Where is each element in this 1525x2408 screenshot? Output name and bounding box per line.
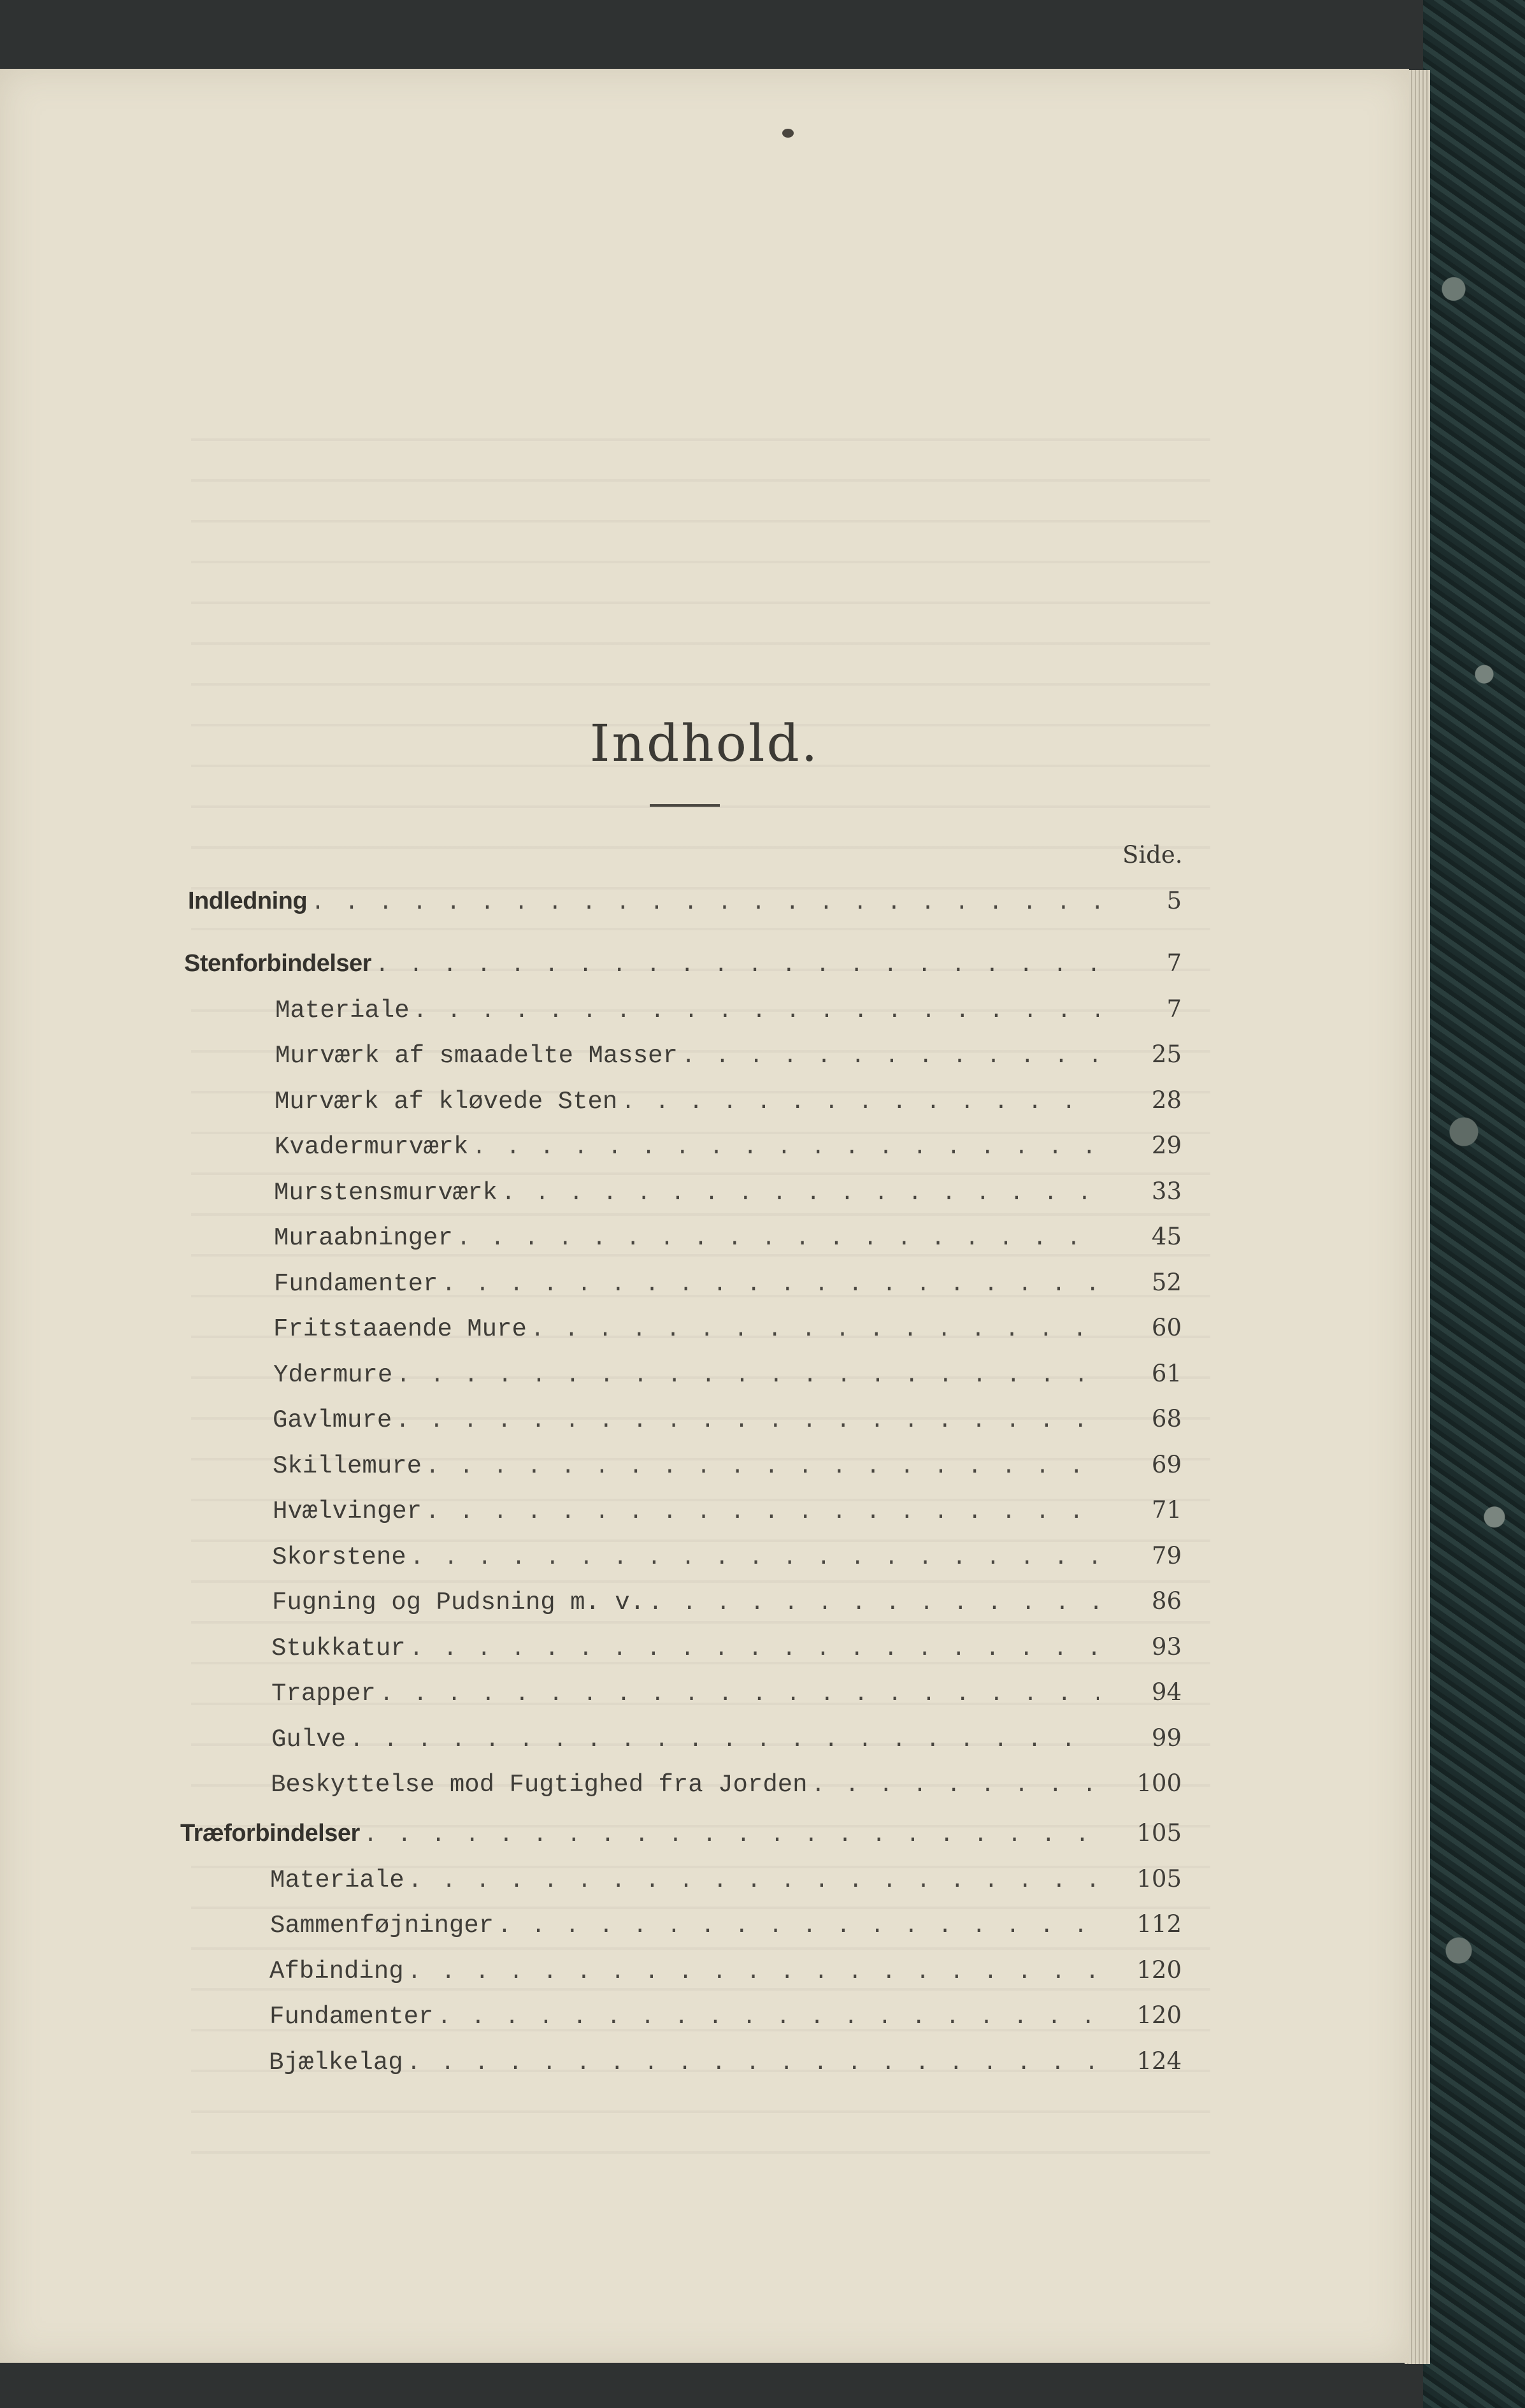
page-number: 105: [1136, 1819, 1182, 1847]
toc-entry: [271, 1770, 1182, 1806]
dot-leader: [375, 952, 1099, 978]
dot-leader: [396, 1408, 1099, 1434]
dot-leader: [426, 1453, 1099, 1480]
page-number: 120: [1136, 2001, 1182, 2029]
toc-entry: [273, 1405, 1182, 1442]
section-title: Indledning: [188, 888, 308, 914]
entry-title: Fundamenter: [274, 1269, 438, 1298]
dot-leader: [350, 1727, 1099, 1753]
toc-entry: [273, 1314, 1182, 1351]
entry-title: Ydermure: [273, 1360, 393, 1389]
dot-leader: [648, 1590, 1099, 1616]
entry-title: Materiale: [270, 1866, 405, 1894]
dot-leader: [472, 1134, 1099, 1160]
entry-title: Skillemure: [273, 1452, 422, 1480]
entry-title: Skorstene: [272, 1543, 406, 1571]
dot-leader: [531, 1316, 1099, 1343]
toc-entry: [271, 1633, 1182, 1670]
dot-leader: [426, 1499, 1099, 1525]
page-number: 60: [1151, 1314, 1182, 1341]
page-number: 29: [1151, 1132, 1182, 1159]
page-number: 124: [1136, 2047, 1182, 2075]
entry-title: Bjælkelag: [269, 2048, 403, 2077]
toc-section-2: [180, 1819, 1182, 1856]
dot-leader: [441, 1271, 1099, 1297]
entry-title: Materiale: [275, 996, 410, 1025]
page-number: 28: [1151, 1086, 1182, 1114]
toc-entry: [272, 1542, 1182, 1579]
toc-entry: [275, 995, 1182, 1032]
toc-entry: [269, 2001, 1182, 2038]
toc-entry: [271, 1678, 1182, 1715]
page-number: 52: [1151, 1268, 1182, 1296]
page-number: 5: [1166, 887, 1182, 914]
dot-leader: [498, 1913, 1099, 1939]
entry-title: Fugning og Pudsning m. v.: [272, 1589, 645, 1617]
page-number: 79: [1151, 1541, 1182, 1569]
page-number: 68: [1151, 1405, 1182, 1432]
dot-leader: [413, 998, 1099, 1024]
toc-entry: [273, 1496, 1182, 1533]
entry-title: Kvadermurværk: [275, 1133, 469, 1161]
entry-title: Fritstaaende Mure: [273, 1315, 527, 1343]
entry-title: Afbinding: [269, 1957, 404, 1986]
page-number: 71: [1151, 1496, 1182, 1524]
dot-leader: [408, 1868, 1099, 1894]
dot-leader: [410, 1636, 1099, 1662]
dot-leader: [407, 2050, 1099, 2076]
toc-entry: [270, 1910, 1182, 1947]
page-number: 69: [1151, 1450, 1182, 1478]
entry-title: Murværk af kløvede Sten: [275, 1087, 618, 1116]
toc-entry: [269, 1956, 1182, 1993]
page-number: 61: [1151, 1359, 1182, 1387]
toc-entry: [272, 1587, 1182, 1624]
toc-section-0: [188, 887, 1182, 924]
page-number: 120: [1136, 1956, 1182, 1984]
entry-title: Fundamenter: [269, 2003, 434, 2031]
entry-title: Gulve: [271, 1725, 347, 1754]
toc-entry: [274, 1178, 1182, 1215]
entry-title: Muraabninger: [274, 1224, 453, 1252]
dot-leader: [410, 1545, 1099, 1571]
page-number: 7: [1166, 995, 1182, 1023]
toc-entry: [275, 1041, 1182, 1078]
dot-leader: [380, 1681, 1099, 1707]
dot-leader: [396, 1362, 1099, 1388]
page-number: 93: [1151, 1633, 1182, 1661]
page-number: 112: [1136, 1910, 1182, 1938]
entry-title: Hvælvinger: [273, 1497, 422, 1525]
dot-leader: [457, 1225, 1099, 1251]
dot-leader: [621, 1089, 1099, 1115]
entry-title: Murværk af smaadelte Masser: [275, 1042, 678, 1070]
toc-entry: [270, 1865, 1182, 1902]
toc-entry: [269, 2047, 1182, 2084]
dot-leader: [311, 890, 1099, 916]
toc-entry: [275, 1132, 1182, 1169]
page-number: 7: [1166, 949, 1182, 977]
entry-title: Stukkatur: [271, 1634, 406, 1662]
page-number: 94: [1151, 1678, 1182, 1706]
dot-leader: [408, 1959, 1099, 1985]
section-title: Stenforbindelser: [184, 950, 371, 977]
section-title: Træforbindelser: [180, 1820, 360, 1847]
entry-title: Murstensmurværk: [274, 1178, 498, 1207]
page-number: 86: [1151, 1587, 1182, 1615]
dot-leader: [682, 1043, 1099, 1069]
toc-entry: [274, 1223, 1182, 1260]
toc-entry: [273, 1360, 1182, 1397]
dot-leader: [812, 1772, 1099, 1798]
dot-leader: [501, 1180, 1099, 1206]
page-number: 45: [1151, 1223, 1182, 1250]
entry-title: Beskyttelse mod Fugtighed fra Jorden: [271, 1771, 808, 1799]
entry-title: Trapper: [271, 1680, 376, 1708]
entry-title: Gavlmure: [273, 1406, 392, 1434]
toc-entry: [275, 1086, 1182, 1123]
page-number: 100: [1136, 1770, 1182, 1797]
toc-entry: [271, 1724, 1182, 1761]
page-title: Indhold.: [589, 714, 820, 773]
page-column-header: Side.: [1122, 841, 1183, 869]
page-number: 99: [1151, 1724, 1182, 1752]
toc-entry: [274, 1269, 1182, 1306]
dot-leader: [437, 2004, 1099, 2030]
toc-section-1: [184, 949, 1182, 986]
page-number: 25: [1151, 1041, 1182, 1068]
page-number: 33: [1151, 1177, 1182, 1205]
toc-entry: [273, 1451, 1182, 1488]
page-number: 105: [1136, 1864, 1182, 1893]
dot-leader: [364, 1822, 1099, 1848]
entry-title: Sammenføjninger: [270, 1912, 494, 1940]
book-binding: [1423, 0, 1525, 2408]
